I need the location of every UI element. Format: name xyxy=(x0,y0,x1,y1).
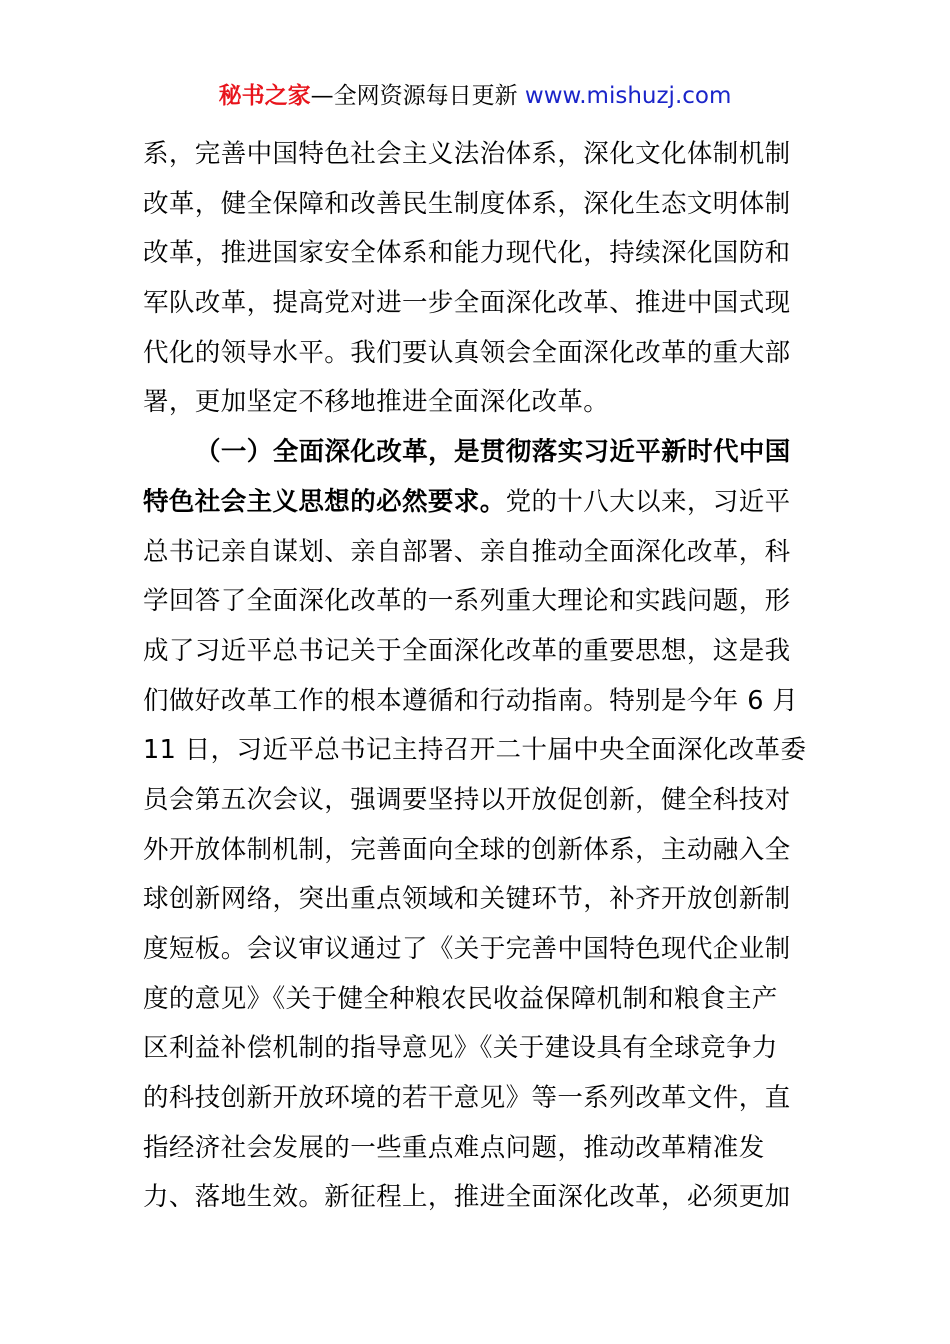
paragraph-line: 度短板。会议审议通过了《关于完善中国特色现代企业制 xyxy=(143,934,791,964)
paragraph-line: 系，完善中国特色社会主义法治体系，深化文化体制机制 xyxy=(143,139,791,169)
paragraph-line: 总书记亲自谋划、亲自部署、亲自推动全面深化改革，科 xyxy=(143,536,791,567)
header-url[interactable]: www.mishuzj.com xyxy=(524,83,732,109)
document-body xyxy=(143,130,807,1223)
paragraph-line: 区利益补偿机制的指导意见》《关于建设具有全球竞争力 xyxy=(143,1033,778,1064)
section-heading-line-2 xyxy=(143,478,807,528)
paragraph-line: 改革，健全保障和改善民生制度体系，深化生态文明体制 xyxy=(143,188,791,219)
paragraph-line: 力、落地生效。新征程上，推进全面深化改革，必须更加 xyxy=(143,1182,791,1213)
paragraph-line: 学回答了全面深化改革的一系列重大理论和实践问题，形 xyxy=(143,586,791,617)
page-header xyxy=(0,80,950,112)
paragraph-line: 署，更加坚定不移地推进全面深化改革。 xyxy=(143,387,610,418)
paragraph-line: 11 日，习近平总书记主持召开二十届中央全面深化改革委 xyxy=(143,735,807,766)
paragraph-line: 球创新网络，突出重点领域和关键环节，补齐开放创新制 xyxy=(143,884,791,915)
brand-name: 秘书之家 xyxy=(218,83,311,109)
paragraph-line: 军队改革，提高党对进一步全面深化改革、推进中国式现 xyxy=(143,288,791,319)
section-heading-bold: 特色社会主义思想的必然要求。 xyxy=(143,486,506,517)
section-heading-line: （一）全面深化改革，是贯彻落实习近平新时代中国 xyxy=(195,437,791,468)
paragraph-line: 度的意见》《关于健全种粮农民收益保障机制和粮食主产 xyxy=(143,983,778,1014)
paragraph-line: 指经济社会发展的一些重点难点问题，推动改革精准发 xyxy=(143,1132,765,1163)
paragraph-line: 员会第五次会议，强调要坚持以开放促创新，健全科技对 xyxy=(143,784,791,815)
paragraph-line: 代化的领导水平。我们要认真领会全面深化改革的重大部 xyxy=(143,337,791,368)
paragraph-line: 的科技创新开放环境的若干意见》等一系列改革文件，直 xyxy=(143,1083,791,1114)
section-heading-rest: 党的十八大以来，习近平 xyxy=(505,486,791,517)
paragraph-line: 改革，推进国家安全体系和能力现代化，持续深化国防和 xyxy=(143,238,791,269)
paragraph-line: 成了习近平总书记关于全面深化改革的重要思想，这是我 xyxy=(143,635,791,666)
header-tagline: —全网资源每日更新 xyxy=(310,83,518,109)
paragraph-line: 外开放体制机制，完善面向全球的创新体系，主动融入全 xyxy=(143,834,791,865)
paragraph-line: 们做好改革工作的根本遵循和行动指南。特别是今年 6 月 xyxy=(143,685,799,716)
